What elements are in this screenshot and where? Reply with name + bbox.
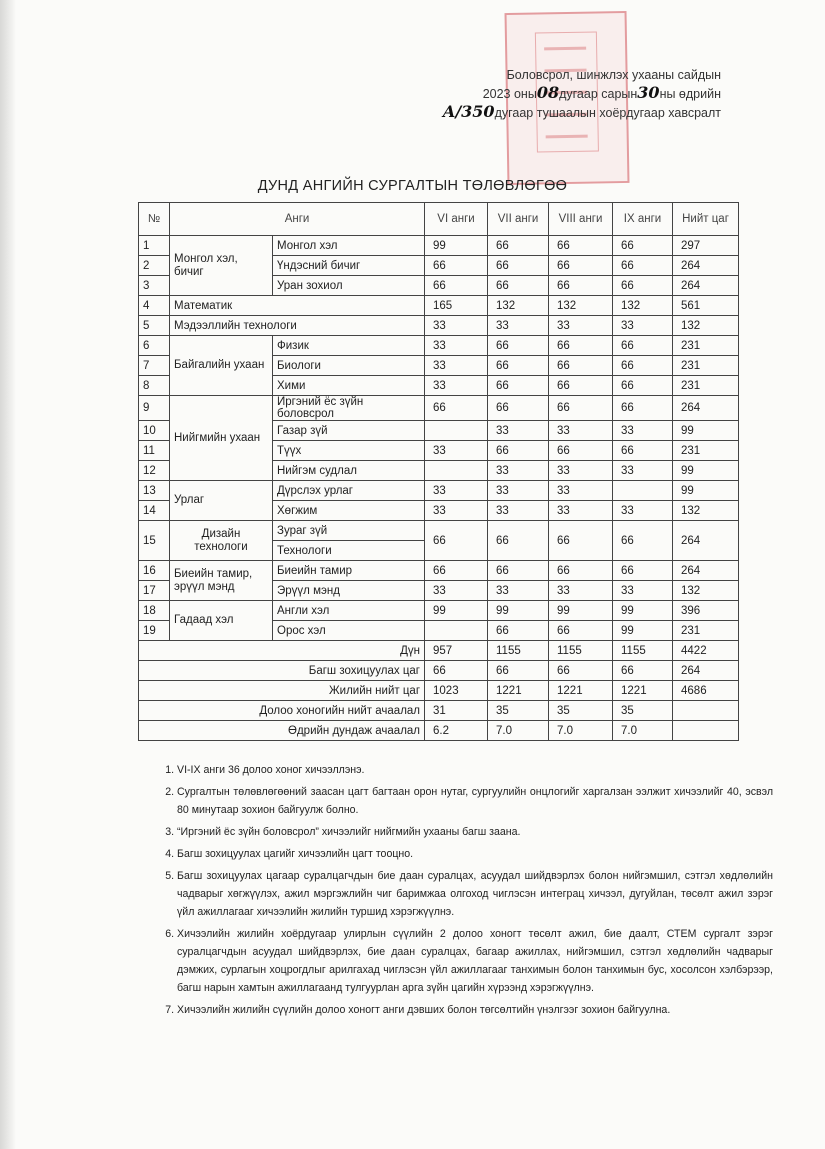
grade-7-hours: 1155 bbox=[488, 641, 549, 661]
total-hours: 99 bbox=[673, 461, 739, 481]
summary-row bbox=[139, 681, 739, 701]
header-order-text: дугаар тушаалын хоёрдугаар хавсралт bbox=[494, 106, 721, 120]
handwritten-day: 30 bbox=[637, 83, 660, 102]
table-row bbox=[139, 316, 739, 336]
col-header-grade-9: IX анги bbox=[613, 203, 673, 236]
grade-6-hours: 165 bbox=[425, 296, 488, 316]
grade-9-hours: 66 bbox=[613, 276, 673, 296]
subject-name: Хөгжим bbox=[273, 501, 425, 521]
total-hours: 132 bbox=[673, 316, 739, 336]
grade-6-hours: 99 bbox=[425, 236, 488, 256]
subject-name: Монгол хэл bbox=[273, 236, 425, 256]
note-item: 3. “Иргэний ёс зүйн боловсрол” хичээлийг нийгмийн ухааны багш заана. bbox=[177, 823, 773, 841]
subject-name: Эрүүл мэнд bbox=[273, 581, 425, 601]
row-number: 1 bbox=[139, 236, 170, 256]
grade-9-hours: 33 bbox=[613, 316, 673, 336]
grade-9-hours: 66 bbox=[613, 441, 673, 461]
grade-8-hours: 66 bbox=[549, 396, 613, 421]
grade-9-hours: 66 bbox=[613, 521, 673, 561]
group-label: Байгалийн ухаан bbox=[170, 336, 273, 396]
subject-name: Мэдээллийн технологи bbox=[170, 316, 425, 336]
grade-8-hours: 33 bbox=[549, 461, 613, 481]
grade-9-hours: 66 bbox=[613, 376, 673, 396]
grade-7-hours: 66 bbox=[488, 621, 549, 641]
total-hours: 264 bbox=[673, 256, 739, 276]
grade-9-hours: 132 bbox=[613, 296, 673, 316]
subject-name: Дүрслэх урлаг bbox=[273, 481, 425, 501]
annex-header bbox=[443, 66, 721, 122]
total-hours: 297 bbox=[673, 236, 739, 256]
grade-8-hours: 66 bbox=[549, 356, 613, 376]
grade-8-hours: 1155 bbox=[549, 641, 613, 661]
total-hours: 231 bbox=[673, 336, 739, 356]
table-row bbox=[139, 236, 739, 256]
subject-name: Орос хэл bbox=[273, 621, 425, 641]
row-number: 10 bbox=[139, 421, 170, 441]
grade-8-hours: 66 bbox=[549, 661, 613, 681]
grade-9-hours: 33 bbox=[613, 421, 673, 441]
total-hours: 561 bbox=[673, 296, 739, 316]
grade-9-hours: 66 bbox=[613, 356, 673, 376]
grade-9-hours: 66 bbox=[613, 561, 673, 581]
grade-7-hours: 99 bbox=[488, 601, 549, 621]
grade-9-hours: 66 bbox=[613, 256, 673, 276]
grade-9-hours: 35 bbox=[613, 701, 673, 721]
total-hours: 4422 bbox=[673, 641, 739, 661]
grade-6-hours bbox=[425, 421, 488, 441]
grade-9-hours: 66 bbox=[613, 661, 673, 681]
subject-name: Математик bbox=[170, 296, 425, 316]
grade-9-hours: 99 bbox=[613, 601, 673, 621]
row-number: 19 bbox=[139, 621, 170, 641]
grade-9-hours bbox=[613, 481, 673, 501]
row-number: 11 bbox=[139, 441, 170, 461]
summary-label: Дүн bbox=[139, 641, 425, 661]
total-hours: 264 bbox=[673, 396, 739, 421]
grade-6-hours: 33 bbox=[425, 501, 488, 521]
grade-7-hours: 66 bbox=[488, 561, 549, 581]
row-number: 3 bbox=[139, 276, 170, 296]
table-row bbox=[139, 521, 739, 541]
row-number: 4 bbox=[139, 296, 170, 316]
subject-name: Хими bbox=[273, 376, 425, 396]
table-row bbox=[139, 481, 739, 501]
note-item: 4. Багш зохицуулах цагийг хичээлийн цагт тооцно. bbox=[177, 845, 773, 863]
curriculum-table bbox=[138, 202, 739, 741]
grade-7-hours: 35 bbox=[488, 701, 549, 721]
header-line-1: Боловсрол, шинжлэх ухааны сайдын bbox=[506, 68, 721, 82]
stamp-mark bbox=[546, 135, 588, 139]
total-hours: 264 bbox=[673, 521, 739, 561]
summary-row bbox=[139, 641, 739, 661]
subject-name: Үндэсний бичиг bbox=[273, 256, 425, 276]
scan-left-edge bbox=[0, 0, 16, 1149]
group-label: Урлаг bbox=[170, 481, 273, 521]
row-number: 5 bbox=[139, 316, 170, 336]
grade-6-hours: 33 bbox=[425, 356, 488, 376]
note-item: 7. Хичээлийн жилийн сүүлийн долоо хоногт анги дэвших болон төгсөлтийн үнэлгээг зохион байгуулна. bbox=[177, 1001, 773, 1019]
grade-8-hours: 33 bbox=[549, 581, 613, 601]
col-header-number: № bbox=[139, 203, 170, 236]
total-hours bbox=[673, 701, 739, 721]
grade-9-hours: 66 bbox=[613, 336, 673, 356]
total-hours: 396 bbox=[673, 601, 739, 621]
row-number: 12 bbox=[139, 461, 170, 481]
grade-8-hours: 33 bbox=[549, 501, 613, 521]
header-line-3 bbox=[443, 103, 721, 122]
grade-7-hours: 33 bbox=[488, 481, 549, 501]
total-hours: 231 bbox=[673, 621, 739, 641]
grade-8-hours: 33 bbox=[549, 481, 613, 501]
grade-7-hours: 33 bbox=[488, 461, 549, 481]
summary-label: Багш зохицуулах цаг bbox=[139, 661, 425, 681]
total-hours: 99 bbox=[673, 421, 739, 441]
grade-8-hours: 33 bbox=[549, 421, 613, 441]
grade-7-hours: 33 bbox=[488, 421, 549, 441]
note-item: 2. Сургалтын төлөвлөгөөний заасан цагт багтаан орон нутаг, сургуулийн онцлогийг харгалзан ээлжит хичээлийг 40, эсвэл 80 минутаар зохион байгуулж болно. bbox=[177, 783, 773, 819]
grade-7-hours: 1221 bbox=[488, 681, 549, 701]
grade-7-hours: 66 bbox=[488, 256, 549, 276]
grade-9-hours: 99 bbox=[613, 621, 673, 641]
grade-8-hours: 66 bbox=[549, 236, 613, 256]
grade-7-hours: 66 bbox=[488, 356, 549, 376]
grade-7-hours: 66 bbox=[488, 376, 549, 396]
summary-row bbox=[139, 661, 739, 681]
group-label: Дизайн технологи bbox=[170, 521, 273, 561]
grade-8-hours: 66 bbox=[549, 561, 613, 581]
grade-9-hours: 7.0 bbox=[613, 721, 673, 741]
subject-name: Технологи bbox=[273, 541, 425, 561]
grade-9-hours: 33 bbox=[613, 461, 673, 481]
note-item: 5. Багш зохицуулах цагаар суралцагчдын бие даан суралцах, асуудал шийдвэрлэх болон нийгэмшил, сэтгэл хөдлөлийн чадварыг хөгжүүлэх, ажил мэргэжлийн чиг баримжаа олгоход чиглэсэн интеграц хичээл, дугуйлан, төсөлт ажил зэрэг үйл ажиллагааг хичээлийн жилийн туршид хэрэгжүүлнэ. bbox=[177, 867, 773, 921]
grade-6-hours: 66 bbox=[425, 661, 488, 681]
row-number: 7 bbox=[139, 356, 170, 376]
row-number: 18 bbox=[139, 601, 170, 621]
grade-7-hours: 66 bbox=[488, 661, 549, 681]
subject-name: Түүх bbox=[273, 441, 425, 461]
grade-6-hours: 31 bbox=[425, 701, 488, 721]
group-label: Монгол хэл, бичиг bbox=[170, 236, 273, 296]
group-label: Биеийн тамир, эрүүл мэнд bbox=[170, 561, 273, 601]
grade-8-hours: 99 bbox=[549, 601, 613, 621]
grade-8-hours: 66 bbox=[549, 336, 613, 356]
row-number: 2 bbox=[139, 256, 170, 276]
grade-8-hours: 66 bbox=[549, 276, 613, 296]
grade-8-hours: 66 bbox=[549, 256, 613, 276]
subject-name: Биологи bbox=[273, 356, 425, 376]
total-hours: 231 bbox=[673, 441, 739, 461]
grade-8-hours: 33 bbox=[549, 316, 613, 336]
grade-9-hours: 66 bbox=[613, 236, 673, 256]
header-line-2 bbox=[443, 84, 721, 103]
grade-6-hours: 66 bbox=[425, 561, 488, 581]
total-hours: 231 bbox=[673, 356, 739, 376]
summary-label: Жилийн нийт цаг bbox=[139, 681, 425, 701]
grade-7-hours: 33 bbox=[488, 581, 549, 601]
grade-8-hours: 66 bbox=[549, 376, 613, 396]
total-hours: 231 bbox=[673, 376, 739, 396]
summary-row bbox=[139, 721, 739, 741]
table-header-row bbox=[139, 203, 739, 236]
subject-name: Нийгэм судлал bbox=[273, 461, 425, 481]
grade-6-hours: 957 bbox=[425, 641, 488, 661]
grade-9-hours: 66 bbox=[613, 396, 673, 421]
total-hours: 264 bbox=[673, 276, 739, 296]
grade-8-hours: 1221 bbox=[549, 681, 613, 701]
grade-6-hours: 33 bbox=[425, 581, 488, 601]
grade-6-hours: 66 bbox=[425, 521, 488, 561]
grade-7-hours: 66 bbox=[488, 276, 549, 296]
notes-list bbox=[151, 761, 773, 1023]
row-number: 9 bbox=[139, 396, 170, 421]
grade-6-hours: 1023 bbox=[425, 681, 488, 701]
grade-7-hours: 33 bbox=[488, 501, 549, 521]
note-item: 6. Хичээлийн жилийн хоёрдугаар улирлын сүүлийн 2 долоо хоногт төсөлт ажил, бие даалт, СТЕМ сургалт зэрэг суралцагчдын асуудал шийдвэрлэх, бие даан суралцах, багаар ажиллах, нийгэмшил, сэтгэл хөдлөлийн чадварыг дэмжих, сурлагын хоцрогдлыг арилгахад чиглэсэн үйл ажиллагааг танхимын болон танхимын бус, хосолсон хэлбэрээр, багш нарын хамтын ажиллагаанд тулгуурлан арга зүйн цагийн хүрээнд хэрэгжүүлнэ. bbox=[177, 925, 773, 997]
total-hours: 264 bbox=[673, 561, 739, 581]
group-label: Нийгмийн ухаан bbox=[170, 396, 273, 481]
table-row bbox=[139, 396, 739, 421]
grade-8-hours: 35 bbox=[549, 701, 613, 721]
table-row bbox=[139, 336, 739, 356]
subject-name: Зураг зүй bbox=[273, 521, 425, 541]
grade-7-hours: 132 bbox=[488, 296, 549, 316]
total-hours: 264 bbox=[673, 661, 739, 681]
grade-9-hours: 33 bbox=[613, 501, 673, 521]
col-header-grade-8: VIII анги bbox=[549, 203, 613, 236]
grade-6-hours: 99 bbox=[425, 601, 488, 621]
row-number: 16 bbox=[139, 561, 170, 581]
table-row bbox=[139, 561, 739, 581]
summary-label: Долоо хоногийн нийт ачаалал bbox=[139, 701, 425, 721]
row-number: 15 bbox=[139, 521, 170, 561]
col-header-subject: Анги bbox=[170, 203, 425, 236]
row-number: 6 bbox=[139, 336, 170, 356]
grade-6-hours: 6.2 bbox=[425, 721, 488, 741]
subject-name: Англи хэл bbox=[273, 601, 425, 621]
grade-9-hours: 1155 bbox=[613, 641, 673, 661]
grade-6-hours bbox=[425, 621, 488, 641]
grade-6-hours: 33 bbox=[425, 316, 488, 336]
table-row bbox=[139, 601, 739, 621]
col-header-grade-7: VII анги bbox=[488, 203, 549, 236]
subject-name: Уран зохиол bbox=[273, 276, 425, 296]
grade-6-hours: 66 bbox=[425, 396, 488, 421]
grade-8-hours: 7.0 bbox=[549, 721, 613, 741]
total-hours: 132 bbox=[673, 581, 739, 601]
grade-7-hours: 66 bbox=[488, 236, 549, 256]
table-row bbox=[139, 296, 739, 316]
grade-6-hours: 33 bbox=[425, 336, 488, 356]
header-month-text: дугаар сарын bbox=[559, 87, 638, 101]
grade-7-hours: 66 bbox=[488, 521, 549, 561]
total-hours bbox=[673, 721, 739, 741]
grade-7-hours: 66 bbox=[488, 441, 549, 461]
grade-8-hours: 66 bbox=[549, 521, 613, 561]
total-hours: 132 bbox=[673, 501, 739, 521]
grade-6-hours: 33 bbox=[425, 376, 488, 396]
col-header-grade-6: VI анги bbox=[425, 203, 488, 236]
header-day-text: ны өдрийн bbox=[659, 87, 721, 101]
grade-8-hours: 132 bbox=[549, 296, 613, 316]
grade-6-hours: 66 bbox=[425, 256, 488, 276]
subject-name: Физик bbox=[273, 336, 425, 356]
grade-7-hours: 33 bbox=[488, 316, 549, 336]
subject-name: Иргэний ёс зүйн боловсрол bbox=[273, 396, 425, 421]
grade-7-hours: 66 bbox=[488, 396, 549, 421]
grade-7-hours: 7.0 bbox=[488, 721, 549, 741]
subject-name: Биеийн тамир bbox=[273, 561, 425, 581]
summary-row bbox=[139, 701, 739, 721]
grade-6-hours: 33 bbox=[425, 481, 488, 501]
grade-7-hours: 66 bbox=[488, 336, 549, 356]
grade-8-hours: 66 bbox=[549, 441, 613, 461]
total-hours: 4686 bbox=[673, 681, 739, 701]
row-number: 17 bbox=[139, 581, 170, 601]
group-label: Гадаад хэл bbox=[170, 601, 273, 641]
grade-6-hours: 66 bbox=[425, 276, 488, 296]
row-number: 13 bbox=[139, 481, 170, 501]
handwritten-month: 08 bbox=[536, 83, 560, 102]
grade-6-hours: 33 bbox=[425, 441, 488, 461]
grade-9-hours: 1221 bbox=[613, 681, 673, 701]
page-title: ДУНД АНГИЙН СУРГАЛТЫН ТӨЛӨВЛӨГӨӨ bbox=[257, 178, 568, 194]
row-number: 8 bbox=[139, 376, 170, 396]
grade-8-hours: 66 bbox=[549, 621, 613, 641]
subject-name: Газар зүй bbox=[273, 421, 425, 441]
summary-label: Өдрийн дундаж ачаалал bbox=[139, 721, 425, 741]
row-number: 14 bbox=[139, 501, 170, 521]
grade-9-hours: 33 bbox=[613, 581, 673, 601]
handwritten-order-number: A/350 bbox=[442, 102, 495, 121]
total-hours: 99 bbox=[673, 481, 739, 501]
stamp-mark bbox=[544, 47, 586, 51]
col-header-total: Нийт цаг bbox=[673, 203, 739, 236]
grade-6-hours bbox=[425, 461, 488, 481]
note-item: 1. VI-IX анги 36 долоо хоног хичээллэнэ. bbox=[177, 761, 773, 779]
header-year: 2023 оны bbox=[482, 87, 537, 101]
